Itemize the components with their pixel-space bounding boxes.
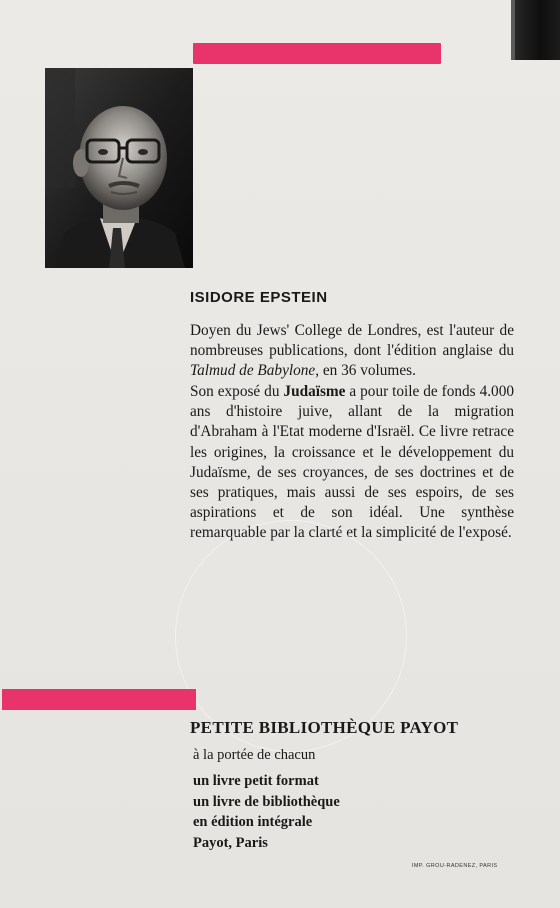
bio-paragraph-1: Doyen du Jews' College de Londres, est l'auteur de nombreuses publications, dont l'édition anglaise du Talmud de Babylone, en 36 volumes. <box>190 322 514 380</box>
series-title: PETITE BIBLIOTHÈQUE PAYOT <box>190 718 459 737</box>
book-title: Talmud de Babylone <box>190 362 316 380</box>
accent-bar-top <box>193 43 441 64</box>
accent-bar-bottom <box>2 689 196 710</box>
author-portrait-image <box>45 68 193 268</box>
author-photo <box>45 68 193 268</box>
author-bio <box>190 321 514 543</box>
series-tagline: à la portée de chacun <box>193 747 316 763</box>
bio-paragraph-2: Son exposé du Judaïsme a pour toile de fonds 4.000 ans d'histoire juive, allant de la migration d'Abraham à l'Etat moderne d'Israël. Ce livre retrace les origines, la croissance et le développement du Judaïsme, de ses croyances, de ses doctrines et de ses pratiques, mais aussi de ses espoirs, de ses aspirations et de son idéal. Une synthèse remarquable par la clarté et la simplicité de l'exposé. <box>190 383 514 541</box>
printer-credit: IMP. GROU-RADENEZ, PARIS <box>412 863 498 869</box>
series-features <box>193 771 340 853</box>
author-name: ISIDORE EPSTEIN <box>190 289 328 306</box>
spine-tab <box>511 0 560 60</box>
subject-keyword: Judaïsme <box>283 383 346 401</box>
publisher-line: Payot, Paris <box>193 834 268 851</box>
feature-line: un livre de bibliothèque <box>193 793 340 810</box>
feature-line: un livre petit format <box>193 773 319 789</box>
feature-line: en édition intégrale <box>193 814 313 830</box>
